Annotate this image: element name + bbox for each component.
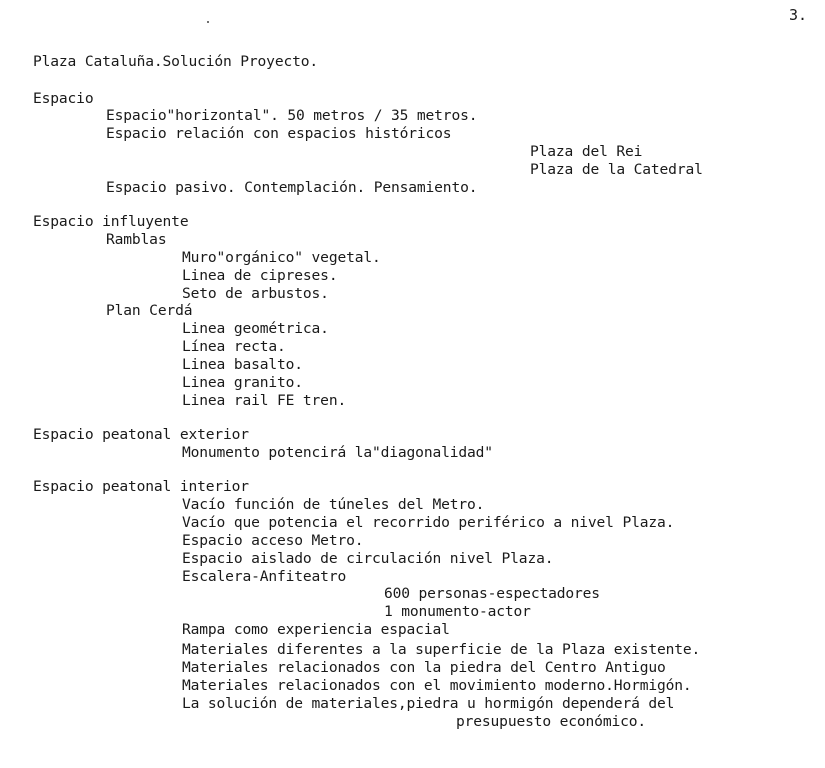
section-heading-influyente: Espacio influyente bbox=[33, 213, 189, 230]
interior-item: Materiales relacionados con la piedra del Centro Antiguo bbox=[182, 659, 666, 676]
interior-item: Espacio acceso Metro. bbox=[182, 532, 364, 549]
page-number: 3. bbox=[789, 6, 808, 24]
interior-item: Escalera-Anfiteatro bbox=[182, 568, 347, 585]
interior-item: Espacio aislado de circulación nivel Plaza. bbox=[182, 550, 554, 567]
plan-item: Linea rail FE tren. bbox=[182, 392, 347, 409]
espacio-item: Plaza del Rei bbox=[530, 143, 643, 160]
interior-item: Rampa como experiencia espacial bbox=[182, 621, 450, 638]
interior-item: 600 personas-espectadores bbox=[384, 585, 600, 602]
section-heading-interior: Espacio peatonal interior bbox=[33, 478, 249, 495]
plan-item: Linea granito. bbox=[182, 374, 303, 391]
interior-item: Materiales relacionados con el movimiento moderno.Hormigón. bbox=[182, 677, 692, 694]
interior-item: Vacío función de túneles del Metro. bbox=[182, 496, 485, 513]
espacio-item: Espacio"horizontal". 50 metros / 35 metros. bbox=[106, 107, 478, 124]
ramblas-item: Seto de arbustos. bbox=[182, 285, 329, 302]
interior-item: Materiales diferentes a la superficie de la Plaza existente. bbox=[182, 641, 701, 658]
plan-item: Linea basalto. bbox=[182, 356, 303, 373]
plan-item: Línea recta. bbox=[182, 338, 286, 355]
interior-item: presupuesto económico. bbox=[456, 713, 646, 730]
ramblas-item: Muro"orgánico" vegetal. bbox=[182, 249, 381, 266]
espacio-item: Plaza de la Catedral bbox=[530, 161, 703, 178]
espacio-item: Espacio relación con espacios históricos bbox=[106, 125, 452, 142]
interior-item: 1 monumento-actor bbox=[384, 603, 531, 620]
section-heading-exterior: Espacio peatonal exterior bbox=[33, 426, 249, 443]
subheading-ramblas: Ramblas bbox=[106, 231, 167, 248]
exterior-item: Monumento potencirá la"diagonalidad" bbox=[182, 444, 493, 461]
ramblas-item: Linea de cipreses. bbox=[182, 267, 338, 284]
plan-item: Linea geométrica. bbox=[182, 320, 329, 337]
espacio-item: Espacio pasivo. Contemplación. Pensamiento. bbox=[106, 179, 478, 196]
document-title: Plaza Cataluña.Solución Proyecto. bbox=[33, 53, 318, 70]
ink-speck bbox=[207, 21, 209, 23]
interior-item: La solución de materiales,piedra u hormigón dependerá del bbox=[182, 695, 675, 712]
section-heading-espacio: Espacio bbox=[33, 90, 94, 107]
interior-item: Vacío que potencia el recorrido periférico a nivel Plaza. bbox=[182, 514, 675, 531]
subheading-plan-cerda: Plan Cerdá bbox=[106, 302, 193, 319]
